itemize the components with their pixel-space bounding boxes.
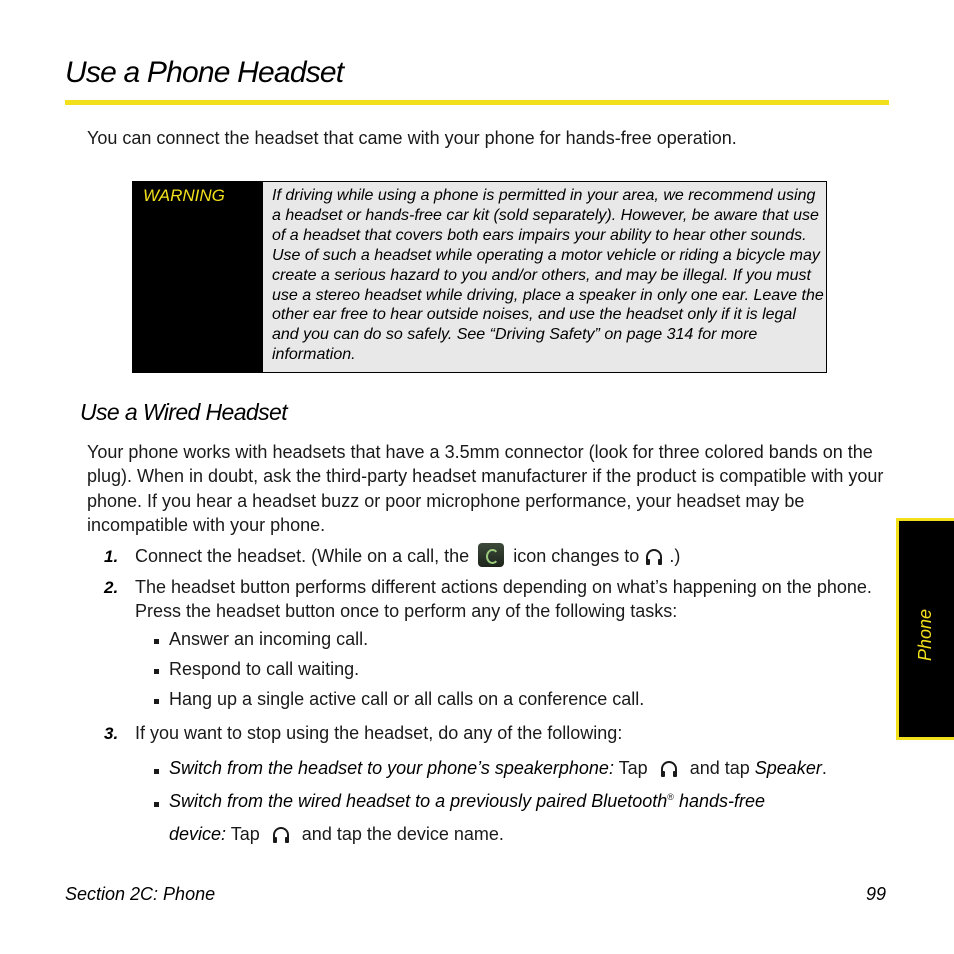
footer-section: Section 2C: Phone [65,884,216,904]
headset-icon [644,547,664,567]
step-1-number: 1. [104,547,119,566]
warning-text: If driving while using a phone is permitted in your area, we recommend using a headset or hands-free car kit (sold separately). However, be aware that use of a headset that covers both ears impairs your ability to hear other sounds. Use of such a headset while operating a motor vehicle or riding a bicycle may create a serious hazard to you and/or others, and may be illegal. If you must use a stereo headset while driving, place a speaker in only one ear. Leave the other ear free to hear outside noises, and use the headset only if it is legal and you can do so safely. See “Driving Safety” on page 314 for more information. [272,187,824,364]
step-3-bullet-1-lead: Switch from the headset to your phone’s speakerphone: [169,758,614,778]
step-3-bullet-2-lead-a: Switch from the wired headset to a previously paired Bluetooth [169,791,668,811]
step-2-number: 2. [104,578,119,597]
step-3-bullet-1 [169,758,827,779]
step-3-bullet-2-line-2 [169,824,504,845]
bullet-marker [154,669,159,674]
footer-page-number: 99 [866,884,887,904]
step-2-text: The headset button performs different actions depending on what’s happening on the phone. Press the headset button once to perform any of the following tasks: [135,577,872,621]
step-3-text: If you want to stop using the headset, do any of the following: [135,723,623,743]
step-1-text [135,544,680,569]
warning-label-cell [133,182,263,372]
bullet-marker [154,802,159,807]
step-3-bullet-1-target: Speaker [754,758,822,778]
step-3-bullet-2-line-1 [169,791,765,812]
title-underline [65,100,889,105]
step-2-bullet-2: Respond to call waiting. [169,659,360,679]
step-3-number: 3. [104,724,119,743]
step-2-bullet-3: Hang up a single active call or all calls on a conference call. [169,689,645,709]
side-section-label: Phone [915,608,935,661]
step-1-text-b: icon changes to [513,546,640,566]
side-section-tab [896,518,954,740]
warning-label: WARNING [143,186,225,205]
intro-text: You can connect the headset that came with your phone for hands-free operation. [87,128,737,148]
step-3-bullet-2-lead-c: device: [169,824,227,844]
step-3-bullet-2-lead-b: hands-free [678,791,765,811]
step-2-bullet-1: Answer an incoming call. [169,629,369,649]
headset-icon [659,759,679,779]
body-paragraph: Your phone works with headsets that have a 3.5mm connector (look for three colored bands on the plug). When in doubt, ask the third-party headset manufacturer if the product is compatible with your phone. If you hear a headset buzz or poor microphone performance, your headset may be incompatible with your phone. [87,442,884,536]
step-1-text-c: .) [669,546,681,566]
section-subheading: Use a Wired Headset [80,399,287,425]
page-title: Use a Phone Headset [65,56,344,89]
step-3-bullet-1-tap: Tap [618,758,648,778]
step-3-bullet-1-and: and tap [689,758,750,778]
registered-mark: ® [667,792,674,802]
phone-app-icon [478,543,504,567]
bullet-marker [154,639,159,644]
bullet-marker [154,699,159,704]
step-3-bullet-2-tap: Tap [230,824,260,844]
bullet-marker [154,769,159,774]
warning-box [132,181,827,373]
headset-icon [271,825,291,845]
step-3-bullet-1-end: . [821,758,827,778]
step-1-text-a: Connect the headset. (While on a call, the [135,546,470,566]
step-3-bullet-2-rest: and tap the device name. [301,824,504,844]
